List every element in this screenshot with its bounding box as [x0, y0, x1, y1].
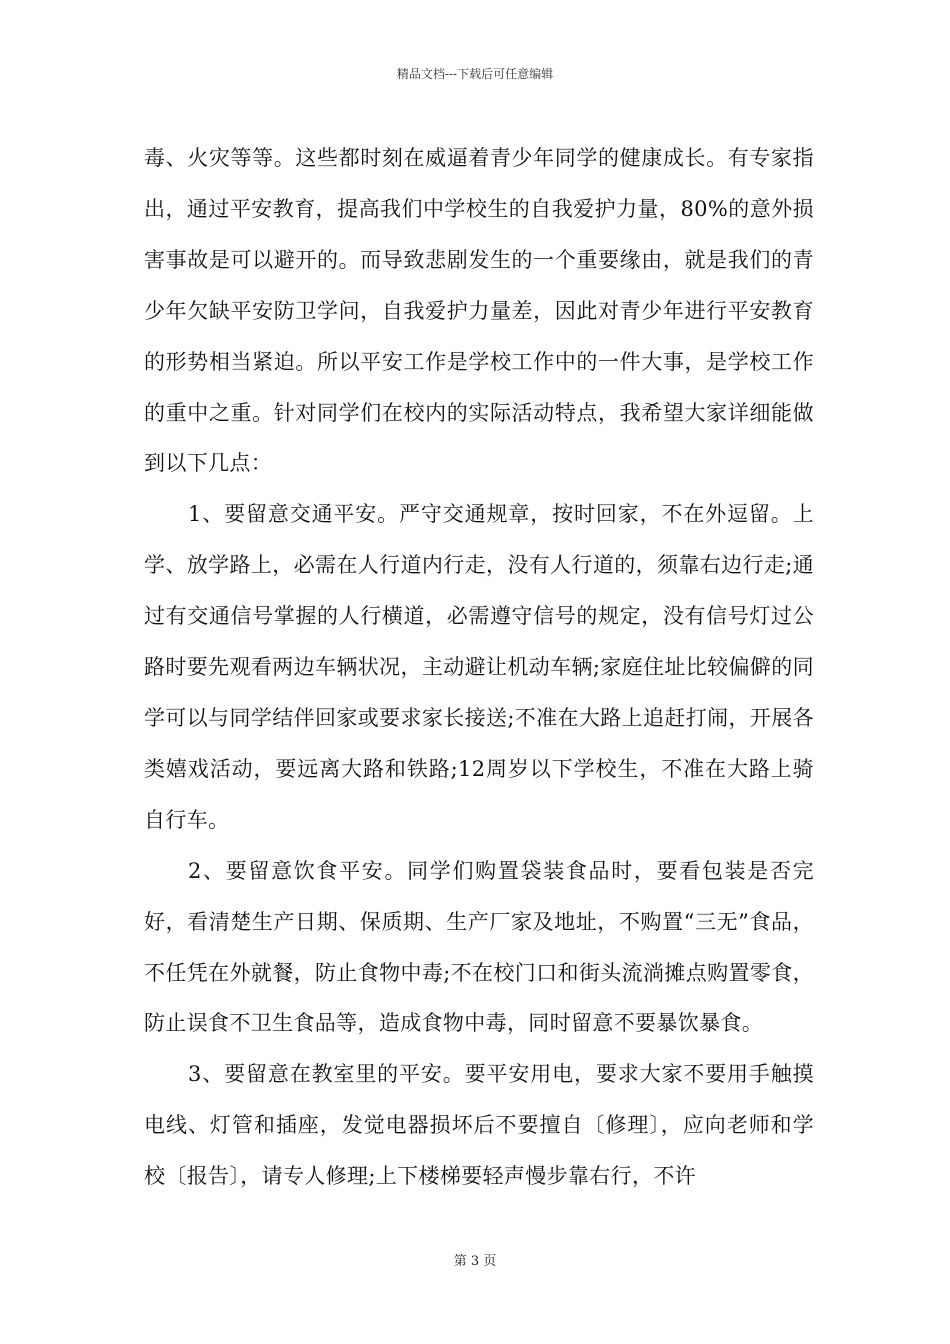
page-number: 第 3 页 — [453, 1254, 497, 1269]
paragraph-intro: 毒、火灾等等。这些都时刻在威逼着青少年同学的健康成长。有专家指出，通过平安教育，提高我们中学校生的自我爱护力量，80%的意外损害事故是可以避开的。而导致悲剧发生的一个重要缘由，就是我们的青少年欠缺平安防卫学问，自我爱护力量差，因此对青少年进行平安教育的形势相当紧迫。所以平安工作是学校工作中的一件大事，是学校工作的重中之重。针对同学们在校内的实际活动特点，我希望大家详细能做到以下几点： — [144, 146, 814, 476]
paragraph-food-safety: 2、要留意饮食平安。同学们购置袋装食品时，要看包装是否完好，看清楚生产日期、保质期、生产厂家及地址，不购置“三无”食品，不任凭在外就餐，防止食物中毒;不在校门口和街头流淌摊点购置零食，防止误食不卫生食品等，造成食物中毒，同时留意不要暴饮暴食。 — [144, 858, 814, 1036]
paragraph-classroom-safety: 3、要留意在教室里的平安。要平安用电，要求大家不要用手触摸电线、灯管和插座，发觉电器损坏后不要擅自〔修理〕，应向老师和学校〔报告〕，请专人修理;上下楼梯要轻声慢步靠右行，不许 — [144, 1062, 814, 1189]
paragraph-traffic-safety: 1、要留意交通平安。严守交通规章，按时回家，不在外逗留。上学、放学路上，必需在人行道内行走，没有人行道的，须靠右边行走;通过有交通信号掌握的人行横道，必需遵守信号的规定，没有信号灯过公路时要先观看两边车辆状况，主动避让机动车辆;家庭住址比较偏僻的同学可以与同学结伴回家或要求家长接送;不准在大路上追赶打闹，开展各类嬉戏活动，要远离大路和铁路;12周岁以下学校生，不准在大路上骑自行车。 — [144, 502, 814, 832]
page-header: 精品文档---下载后可任意编辑 — [396, 67, 554, 81]
document-body — [144, 133, 814, 1202]
